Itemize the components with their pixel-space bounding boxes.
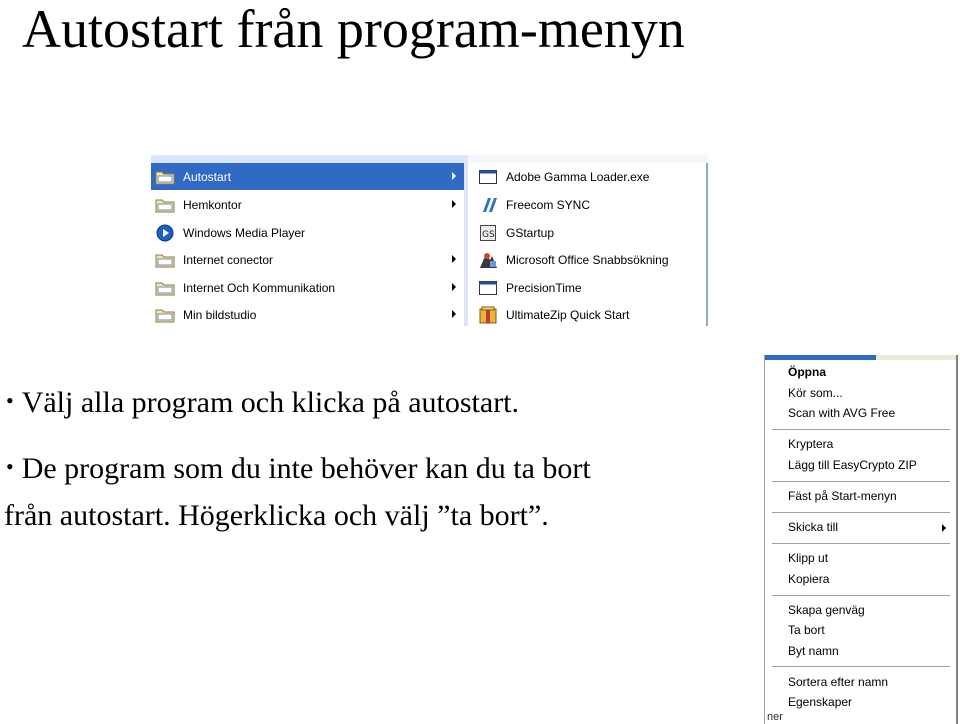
- folder-icon: [155, 251, 175, 269]
- media-player-icon: [155, 224, 175, 242]
- ctx-item-oppna[interactable]: Öppna: [788, 365, 826, 379]
- menu-item-ultimatezip[interactable]: [468, 301, 704, 326]
- menu-item-internet-conector[interactable]: [151, 246, 464, 273]
- menu-item-hemkontor[interactable]: [151, 191, 464, 218]
- bullet-symbol: •: [6, 454, 14, 479]
- ctx-item-klipp-ut[interactable]: Klipp ut: [788, 551, 829, 565]
- ctx-item-easycrypto[interactable]: Lägg till EasyCrypto ZIP: [788, 458, 917, 472]
- menu-item-adobe-gamma-loader[interactable]: [468, 163, 704, 190]
- ctx-item-fast-pa-start[interactable]: Fäst på Start-menyn: [788, 489, 897, 503]
- menu-separator: [772, 481, 950, 483]
- ctx-item-skapa-genvag[interactable]: Skapa genväg: [788, 603, 865, 617]
- menu-item-min-bildstudio[interactable]: [151, 301, 464, 326]
- menu-item-label: Internet conector: [183, 252, 274, 267]
- submenu-arrow-icon: [452, 172, 456, 180]
- svg-text:GS: GS: [482, 229, 495, 240]
- folder-icon: [155, 196, 175, 214]
- ctx-item-kopiera[interactable]: Kopiera: [788, 572, 830, 586]
- bullet-text: Välj alla program och klicka på autostart.: [21, 386, 520, 419]
- menu-item-precisiontime[interactable]: [468, 274, 704, 301]
- window-icon: [478, 279, 498, 297]
- submenu-arrow-icon: [452, 200, 456, 208]
- program-menu-screenshot: [151, 155, 708, 326]
- menu-item-freecom-sync[interactable]: [468, 191, 704, 218]
- menu-item-office-snabbsokning[interactable]: [468, 246, 704, 273]
- menu-top-strip: [151, 155, 464, 163]
- gstartup-icon: [478, 224, 498, 242]
- folder-icon: [155, 168, 175, 186]
- context-menu: [764, 355, 958, 724]
- ctx-item-egenskaper[interactable]: Egenskaper: [788, 695, 853, 709]
- menu-item-gstartup[interactable]: [468, 219, 704, 246]
- selection-strip: [765, 355, 876, 360]
- menu-item-label: Autostart: [183, 169, 232, 184]
- autostart-submenu: [468, 155, 708, 326]
- menu-item-label: Min bildstudio: [183, 307, 257, 322]
- menu-item-label: Adobe Gamma Loader.exe: [506, 169, 650, 184]
- ctx-item-kryptera[interactable]: Kryptera: [788, 437, 834, 451]
- menu-item-internet-och-kommunikation[interactable]: [151, 274, 464, 301]
- programs-submenu: [151, 155, 464, 326]
- menu-item-label: Windows Media Player: [183, 225, 306, 240]
- folder-icon: [155, 306, 175, 324]
- clipped-background-text: ner: [767, 711, 783, 723]
- menu-item-windows-media-player[interactable]: [151, 219, 464, 246]
- folder-icon: [155, 279, 175, 297]
- bullet-symbol: •: [6, 388, 14, 413]
- ctx-item-byt-namn[interactable]: Byt namn: [788, 644, 839, 658]
- submenu-arrow-icon: [452, 283, 456, 291]
- ctx-item-scan-avg[interactable]: Scan with AVG Free: [788, 406, 896, 420]
- submenu-arrow-icon: [452, 310, 456, 318]
- menu-item-label: Freecom SYNC: [506, 197, 591, 212]
- menu-separator: [772, 666, 950, 668]
- menu-item-label: Microsoft Office Snabbsökning: [506, 252, 669, 267]
- office-search-icon: [478, 251, 498, 269]
- bullet-1: [6, 386, 519, 420]
- menu-item-label: Internet Och Kommunikation: [183, 280, 336, 295]
- zip-icon: [478, 306, 498, 324]
- menu-top-strip: [468, 155, 708, 163]
- menu-item-label: UltimateZip Quick Start: [506, 307, 630, 322]
- menu-top-strip: [876, 355, 956, 360]
- ctx-item-ta-bort[interactable]: Ta bort: [788, 623, 825, 637]
- bullet-text: De program som du inte behöver kan du ta bort: [21, 452, 591, 485]
- submenu-arrow-icon: [452, 255, 456, 263]
- submenu-arrow-icon: [942, 524, 946, 532]
- menu-separator: [772, 595, 950, 597]
- menu-item-label: GStartup: [506, 225, 555, 240]
- menu-separator: [772, 543, 950, 545]
- menu-item-autostart[interactable]: [151, 163, 464, 190]
- freecom-icon: [478, 196, 498, 214]
- ctx-item-kor-som[interactable]: Kör som...: [788, 386, 843, 400]
- ctx-item-sortera[interactable]: Sortera efter namn: [788, 675, 889, 689]
- menu-item-label: PrecisionTime: [506, 280, 582, 295]
- bullet-text: från autostart. Högerklicka och välj ”ta bort”.: [4, 499, 549, 532]
- menu-separator: [772, 512, 950, 514]
- menu-separator: [772, 429, 950, 431]
- menu-item-label: Hemkontor: [183, 197, 242, 212]
- bullet-2: [6, 452, 591, 486]
- window-icon: [478, 168, 498, 186]
- bullet-2-continuation: [4, 499, 549, 533]
- ctx-item-skicka-till[interactable]: Skicka till: [788, 520, 839, 534]
- slide-title: Autostart från program-menyn: [22, 0, 685, 59]
